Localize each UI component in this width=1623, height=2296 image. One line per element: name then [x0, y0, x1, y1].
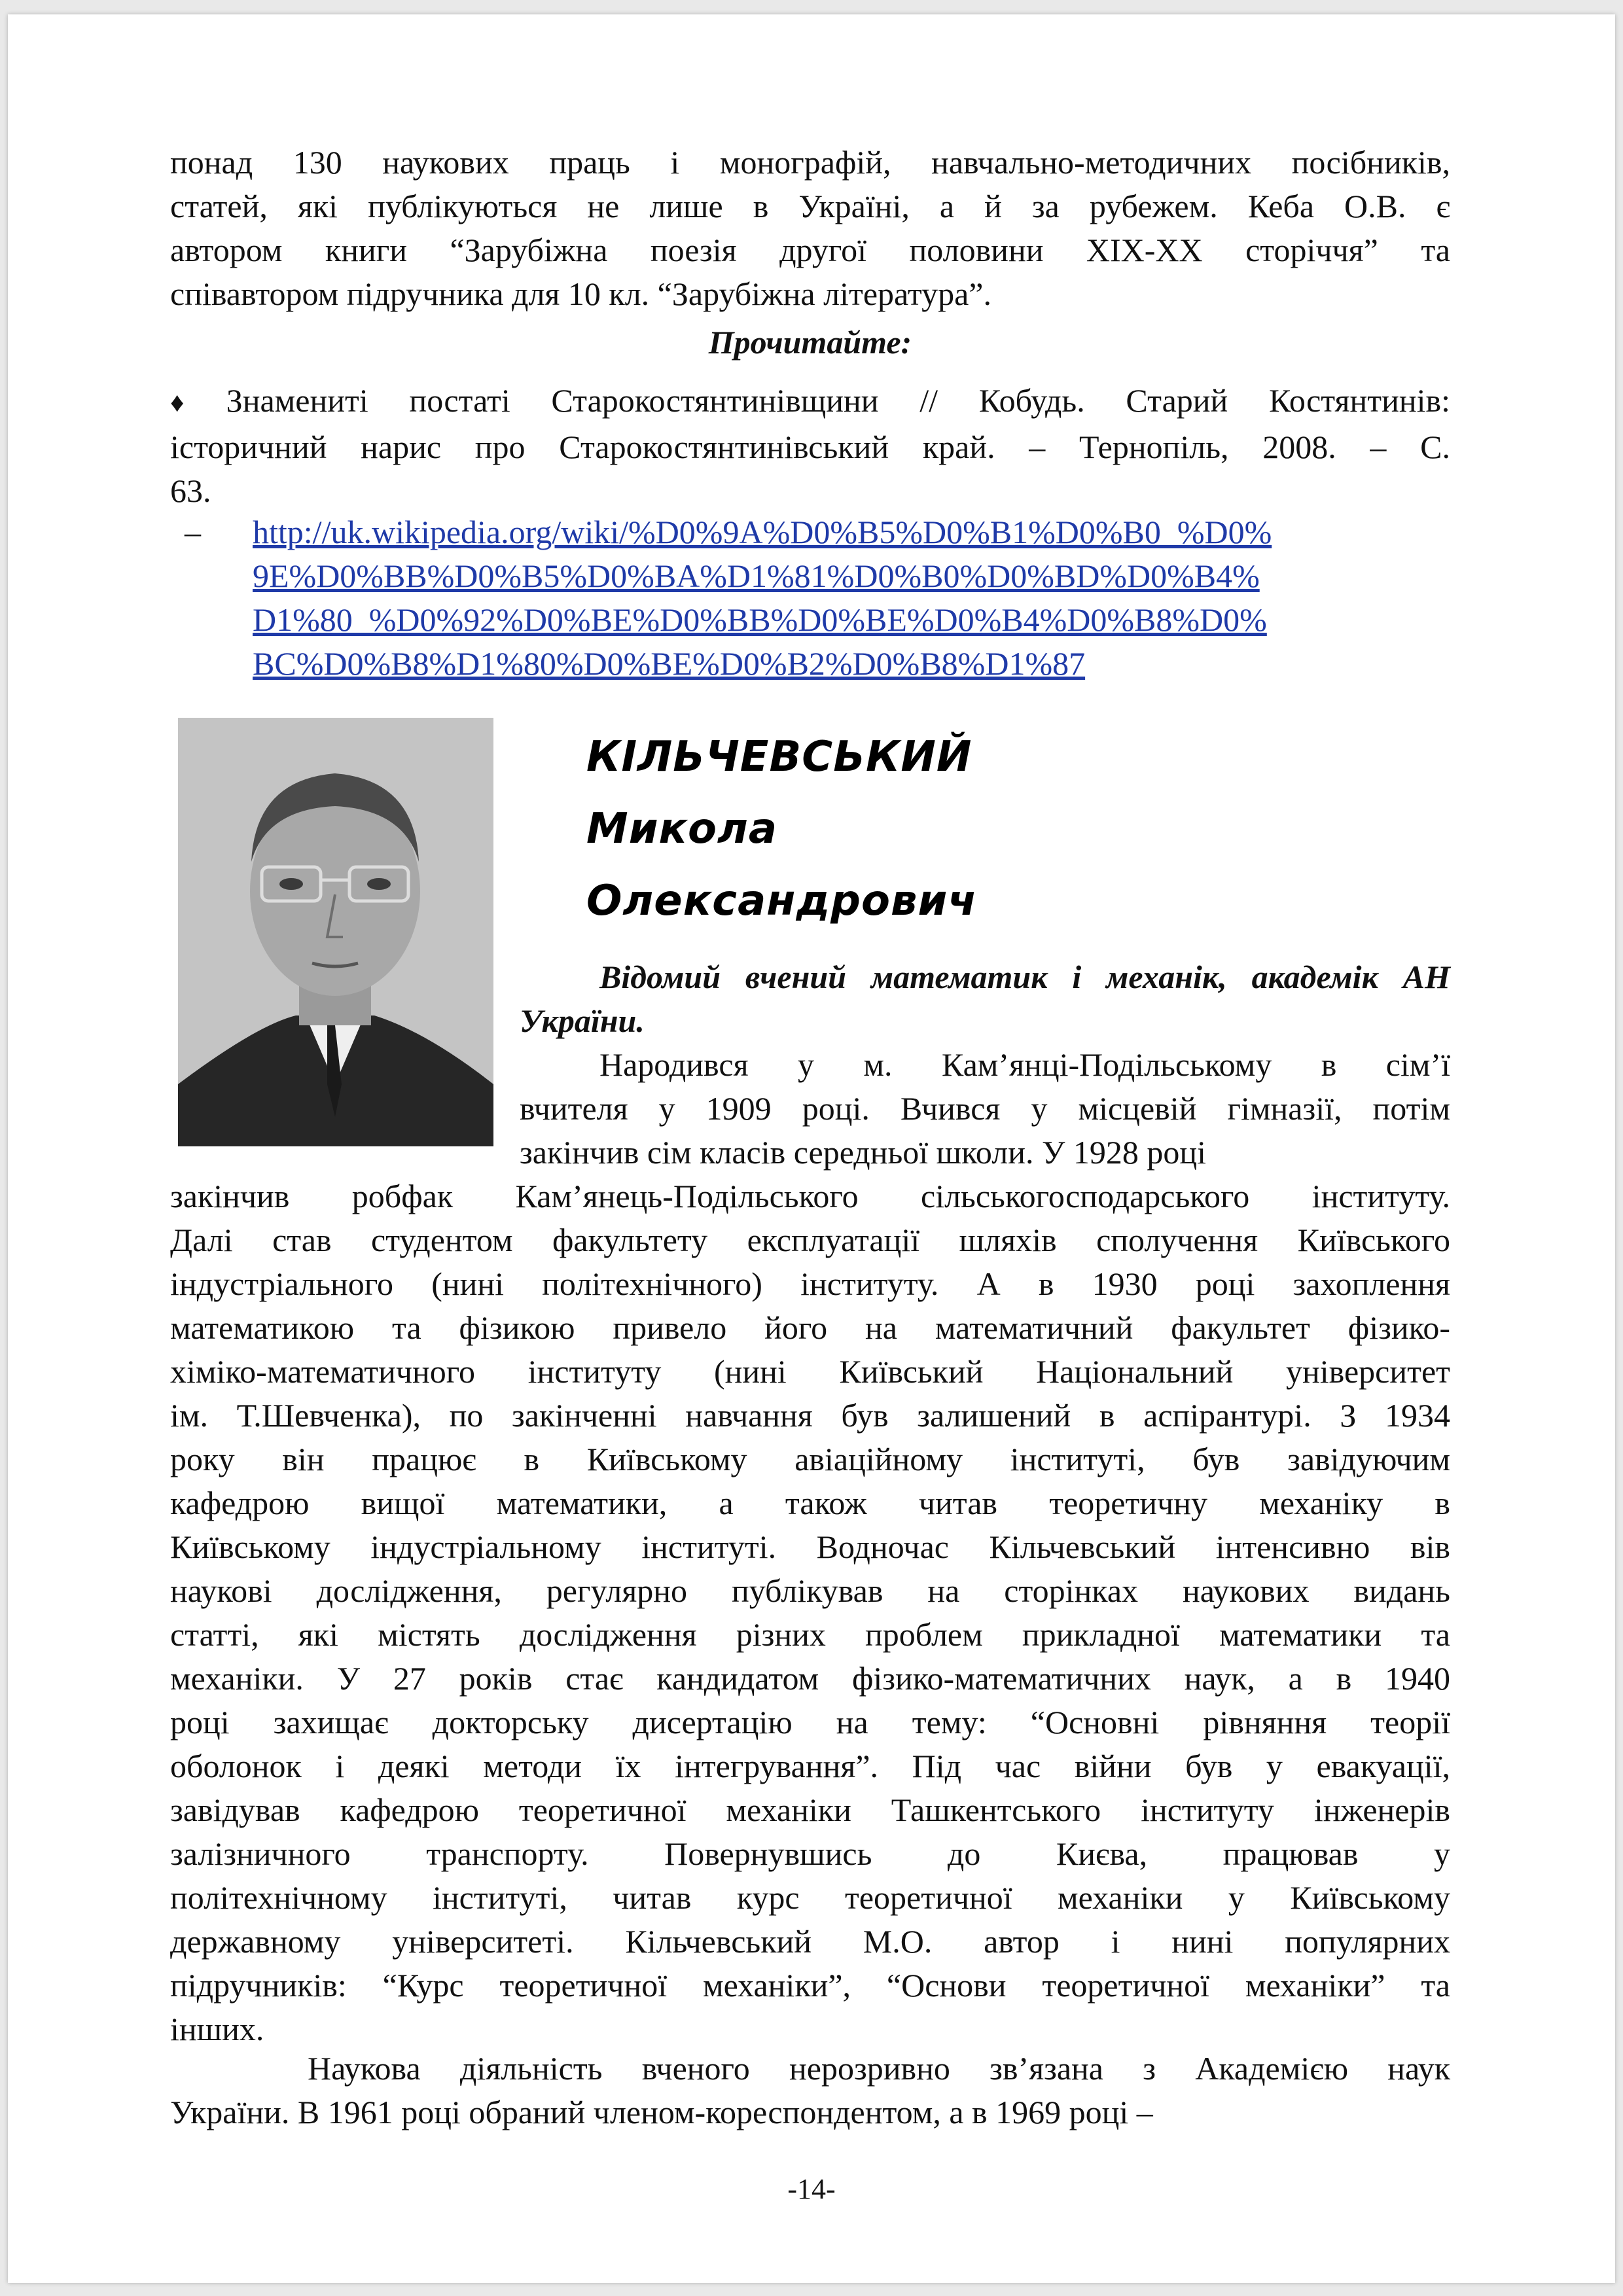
intro-paragraph — [170, 141, 1450, 316]
text-line: підручників: “Курс теоретичної механіки”, “Основи теоретичної механіки” та — [170, 1967, 1450, 2004]
link-line[interactable]: D1%80_%D0%92%D0%BE%D0%BB%D0%BE%D0%B4%D0%B8%D0% — [253, 601, 1267, 638]
science-paragraph — [170, 2047, 1450, 2134]
biography-paragraph — [170, 1174, 1450, 2051]
document-page — [8, 14, 1615, 2283]
text-line: механіки. У 27 років стає кандидатом фізико-математичних наук, а в 1940 — [170, 1660, 1450, 1697]
person-name — [586, 721, 977, 937]
text-line: закінчив робфак Кам’янець-Подільського сільськогосподарського інституту. — [170, 1178, 1450, 1214]
link-line[interactable]: BC%D0%B8%D1%80%D0%BE%D0%B2%D0%B8%D1%87 — [253, 645, 1086, 682]
text-line: історичний нарис про Старокостянтинівський край. – Тернопіль, 2008. – С. — [170, 429, 1450, 465]
first-name: Микола — [586, 805, 777, 853]
text-line: оболонок і деякі методи їх інтегрування”. Під час війни був у евакуації, — [170, 1748, 1450, 1784]
text-line: політехнічному інституті, читав курс теоретичної механіки у Київському — [170, 1879, 1450, 1916]
person-subtitle: Відомий вчений математик і механік, академік АН України. — [520, 959, 1450, 1039]
surname: КІЛЬЧЕВСЬКИЙ — [586, 733, 972, 781]
text-line: понад 130 наукових праць і монографій, навчально-методичних посібників, — [170, 144, 1450, 181]
text-line: державному університеті. Кільчевський М.О. автор і нині популярних — [170, 1923, 1450, 1960]
list-dash: – — [185, 514, 201, 550]
text-line: інших. — [170, 2011, 264, 2047]
birth-paragraph — [520, 1043, 1450, 1174]
text-line: кафедрою вищої математики, а також читав теоретичну механіку в — [170, 1485, 1450, 1521]
portrait-image — [178, 718, 493, 1146]
text-line: ім. Т.Шевченка), по закінченні навчання був залишений в аспірантурі. З 1934 — [170, 1397, 1450, 1434]
patronymic: Олександрович — [586, 877, 978, 925]
text-line: наукові дослідження, регулярно публікував на сторінках наукових видань — [170, 1572, 1450, 1609]
text-line: автором книги “Зарубіжна поезія другої половини ХІХ-ХХ сторіччя” та — [170, 232, 1450, 268]
text-line: математикою та фізикою привело його на математичний факультет фізико- — [170, 1309, 1450, 1346]
text-line: завідував кафедрою теоретичної механіки Ташкентського інституту інженерів — [170, 1792, 1450, 1828]
link-line[interactable]: 9E%D0%BB%D0%B5%D0%BA%D1%81%D0%B0%D0%BD%D0%B4% — [253, 557, 1260, 594]
text-line: Наукова діяльність вченого нерозривно зв’язана з Академією наук — [308, 2050, 1450, 2087]
text-line: 63. — [170, 472, 211, 509]
text-line: залізничного транспорту. Повернувшись до Києва, працював у — [170, 1835, 1450, 1872]
text-line: році захищає докторську дисертацію на тему: “Основні рівняння теорії — [170, 1704, 1450, 1740]
text-line: хіміко-математичного інституту (нині Київський Національний університет — [170, 1353, 1450, 1390]
portrait-photo — [178, 718, 493, 1146]
reference-text: Знамениті постаті Старокостянтинівщини // Кобудь. Старий Костянтинів: — [226, 382, 1450, 419]
link-line[interactable]: http://uk.wikipedia.org/wiki/%D0%9A%D0%B5%D0%B1%D0%B0_%D0% — [253, 514, 1272, 550]
text-line: Київському індустріальному інституті. Водночас Кільчевський інтенсивно вів — [170, 1528, 1450, 1565]
bullet-diamond-icon: ♦ — [170, 388, 217, 418]
read-heading: Прочитайте: — [708, 324, 912, 361]
text-line: закінчив сім класів середньої школи. У 1928 році — [520, 1134, 1207, 1171]
text-line: статей, які публікуються не лише в Україні, а й за рубежем. Кеба О.В. є — [170, 188, 1450, 224]
text-line: статті, які містять дослідження різних проблем прикладної математики та — [170, 1616, 1450, 1653]
text-line: індустріального (нині політехнічного) інституту. А в 1930 році захоплення — [170, 1265, 1450, 1302]
text-line: України. В 1961 році обраний членом-кореспондентом, а в 1969 році – — [170, 2094, 1153, 2130]
wikipedia-link[interactable] — [253, 510, 1450, 686]
reference-entry — [170, 379, 1450, 513]
text-line: вчителя у 1909 році. Вчився у місцевій гімназії, потім — [520, 1090, 1450, 1127]
text-line: Народився у м. Кам’янці-Подільському в сім’ї — [599, 1046, 1450, 1083]
text-line: співавтором підручника для 10 кл. “Зарубіжна література”. — [170, 275, 991, 312]
text-line — [170, 379, 1450, 425]
text-line: Далі став студентом факультету експлуатації шляхів сполучення Київського — [170, 1222, 1450, 1258]
page-number: -14- — [787, 2173, 836, 2205]
text-line: року він працює в Київському авіаційному інституті, був завідуючим — [170, 1441, 1450, 1477]
